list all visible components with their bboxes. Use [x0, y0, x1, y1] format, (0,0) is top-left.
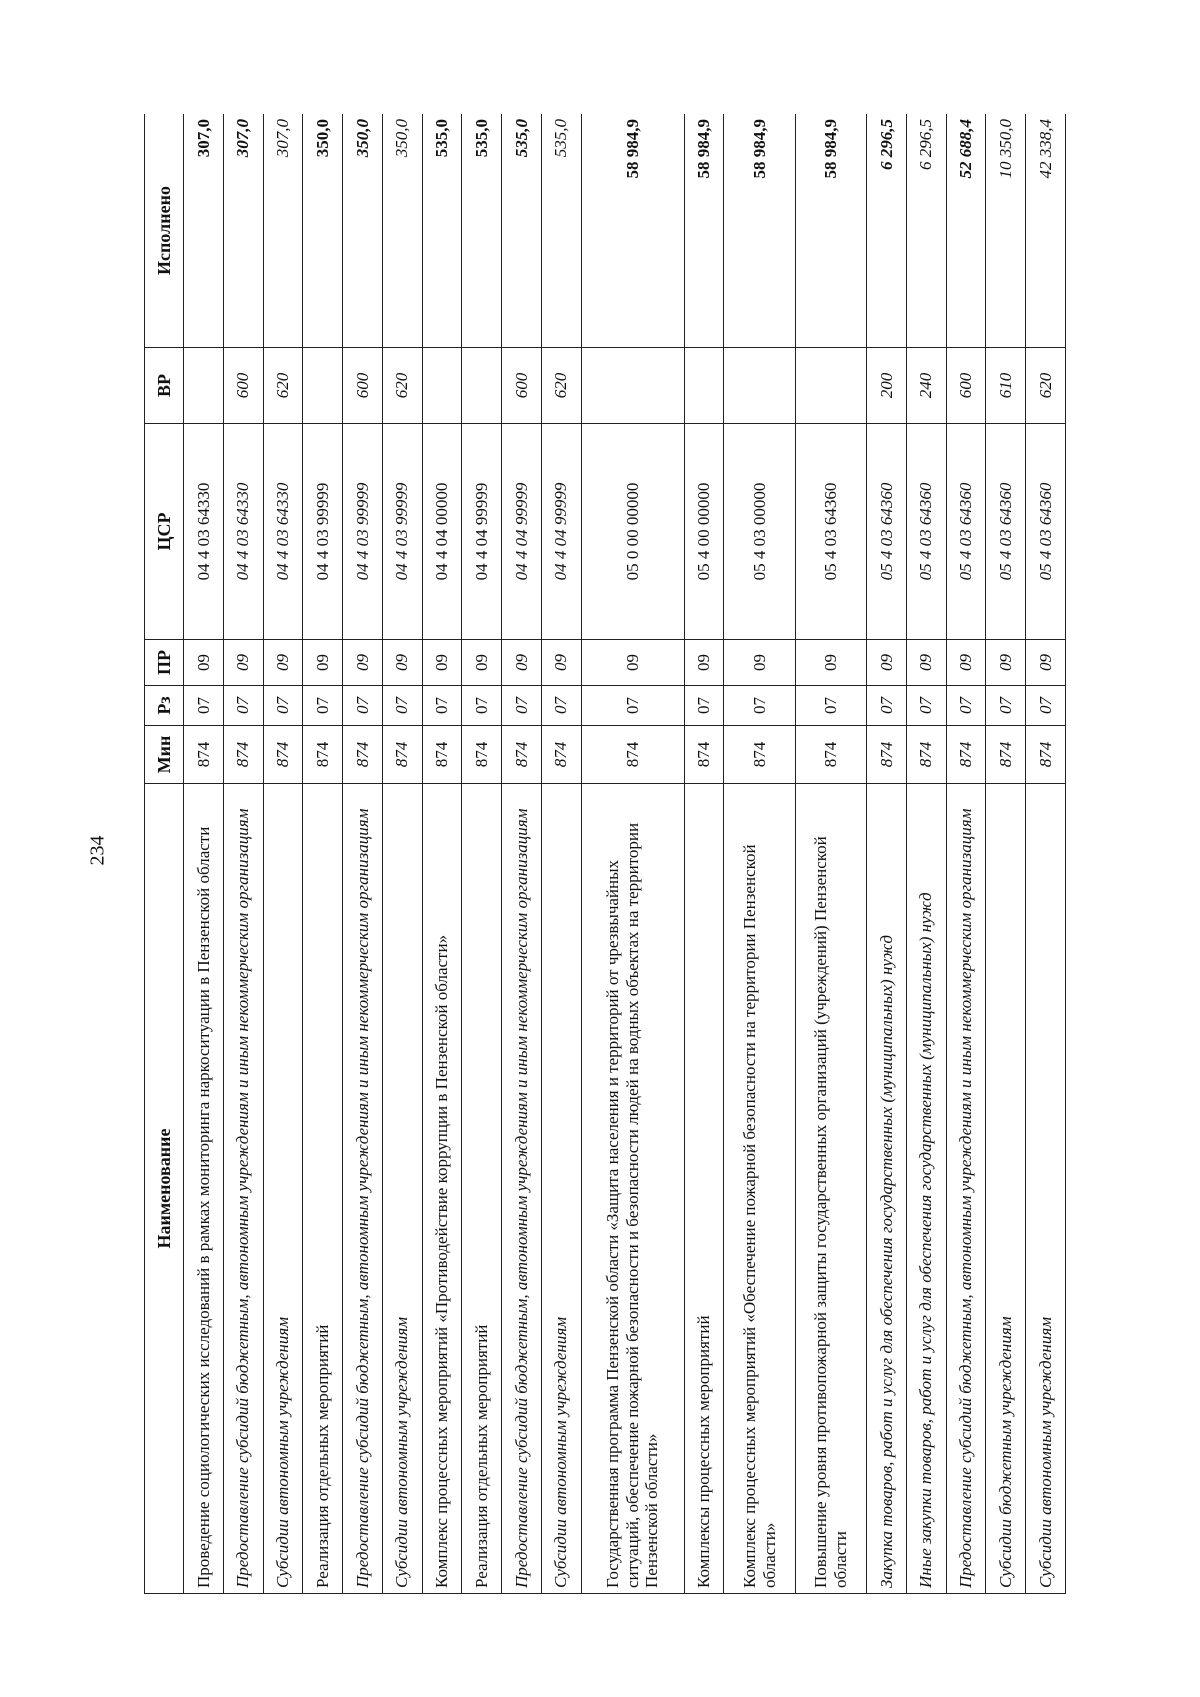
table-row: [462, 114, 502, 1594]
cell-min: 874: [986, 726, 1026, 784]
cell-csr: 04 4 03 99999: [382, 424, 422, 640]
header-pr: ПР: [145, 640, 184, 686]
table-area: [144, 114, 1066, 1594]
cell-name: Субсидии автономным учреждениям: [382, 784, 422, 1594]
cell-vr: [684, 348, 724, 424]
cell-min: 874: [422, 726, 462, 784]
cell-isp: 350,0: [382, 114, 422, 348]
cell-min: 874: [223, 726, 263, 784]
cell-name: Предоставление субсидий бюджетным, автономным учреждениям и иным некоммерческим организациям: [502, 784, 542, 1594]
cell-rz: 07: [581, 686, 684, 726]
cell-rz: 07: [867, 686, 907, 726]
cell-pr: 09: [184, 640, 224, 686]
cell-rz: 07: [223, 686, 263, 726]
cell-min: 874: [1026, 726, 1066, 784]
cell-name: Повышение уровня противопожарной защиты государственных организаций (учреждений) Пензенской области: [795, 784, 866, 1594]
cell-vr: [724, 348, 795, 424]
cell-name: Комплексы процессных мероприятий: [684, 784, 724, 1594]
header-rz: Рз: [145, 686, 184, 726]
table-row: [795, 114, 866, 1594]
cell-isp: 307,0: [223, 114, 263, 348]
table-row: [684, 114, 724, 1594]
cell-min: 874: [581, 726, 684, 784]
cell-isp: 350,0: [303, 114, 343, 348]
cell-csr: 04 4 04 99999: [502, 424, 542, 640]
cell-rz: 07: [684, 686, 724, 726]
cell-pr: 09: [986, 640, 1026, 686]
header-csr: ЦСР: [145, 424, 184, 640]
cell-rz: 07: [462, 686, 502, 726]
cell-pr: 09: [223, 640, 263, 686]
table-row: [541, 114, 581, 1594]
cell-name: Реализация отдельных мероприятий: [462, 784, 502, 1594]
cell-csr: 05 4 03 64360: [986, 424, 1026, 640]
cell-isp: 307,0: [263, 114, 303, 348]
cell-csr: 05 4 03 64360: [867, 424, 907, 640]
cell-min: 874: [462, 726, 502, 784]
cell-vr: [303, 348, 343, 424]
cell-min: 874: [263, 726, 303, 784]
cell-pr: 09: [343, 640, 383, 686]
table-row: [581, 114, 684, 1594]
cell-rz: 07: [422, 686, 462, 726]
cell-rz: 07: [946, 686, 986, 726]
cell-rz: 07: [343, 686, 383, 726]
cell-isp: 58 984,9: [684, 114, 724, 348]
cell-isp: 535,0: [541, 114, 581, 348]
cell-csr: 05 4 03 64360: [1026, 424, 1066, 640]
cell-vr: 610: [986, 348, 1026, 424]
table-row: [223, 114, 263, 1594]
cell-csr: 04 4 03 99999: [343, 424, 383, 640]
cell-min: 874: [541, 726, 581, 784]
cell-vr: 600: [946, 348, 986, 424]
table-row: [906, 114, 946, 1594]
cell-isp: 6 296,5: [906, 114, 946, 348]
table-row: [867, 114, 907, 1594]
cell-vr: 200: [867, 348, 907, 424]
cell-min: 874: [795, 726, 866, 784]
cell-pr: 09: [502, 640, 542, 686]
cell-pr: 09: [867, 640, 907, 686]
cell-csr: 04 4 04 00000: [422, 424, 462, 640]
cell-min: 874: [502, 726, 542, 784]
cell-rz: 07: [906, 686, 946, 726]
cell-min: 874: [382, 726, 422, 784]
page-number: 234: [86, 835, 109, 865]
cell-csr: 04 4 04 99999: [541, 424, 581, 640]
cell-rz: 07: [382, 686, 422, 726]
table-row: [986, 114, 1026, 1594]
cell-vr: 600: [223, 348, 263, 424]
header-name: Наименование: [145, 784, 184, 1594]
cell-name: Предоставление субсидий бюджетным, автономным учреждениям и иным некоммерческим организациям: [343, 784, 383, 1594]
cell-vr: 620: [541, 348, 581, 424]
cell-pr: 09: [684, 640, 724, 686]
table-row: [343, 114, 383, 1594]
cell-pr: 09: [581, 640, 684, 686]
cell-isp: 58 984,9: [581, 114, 684, 348]
cell-pr: 09: [422, 640, 462, 686]
cell-rz: 07: [1026, 686, 1066, 726]
cell-pr: 09: [795, 640, 866, 686]
cell-csr: 05 4 03 64360: [795, 424, 866, 640]
cell-csr: 04 4 03 64330: [184, 424, 224, 640]
cell-vr: [581, 348, 684, 424]
cell-pr: 09: [263, 640, 303, 686]
cell-name: Проведение социологических исследований в рамках мониторинга наркоситуации в Пензенской области: [184, 784, 224, 1594]
cell-pr: 09: [724, 640, 795, 686]
cell-min: 874: [343, 726, 383, 784]
cell-pr: 09: [462, 640, 502, 686]
cell-name: Закупка товаров, работ и услуг для обеспечения государственных (муниципальных) нужд: [867, 784, 907, 1594]
cell-pr: 09: [303, 640, 343, 686]
cell-csr: 05 0 00 00000: [581, 424, 684, 640]
cell-min: 874: [184, 726, 224, 784]
cell-rz: 07: [263, 686, 303, 726]
table-row: [502, 114, 542, 1594]
table-body: [184, 114, 1066, 1594]
cell-isp: 535,0: [462, 114, 502, 348]
rotated-table-container: [144, 114, 1066, 1594]
cell-csr: 05 4 03 64360: [906, 424, 946, 640]
cell-csr: 04 4 04 99999: [462, 424, 502, 640]
cell-rz: 07: [541, 686, 581, 726]
cell-rz: 07: [795, 686, 866, 726]
cell-vr: [422, 348, 462, 424]
cell-vr: 600: [502, 348, 542, 424]
cell-rz: 07: [303, 686, 343, 726]
cell-name: Реализация отдельных мероприятий: [303, 784, 343, 1594]
cell-pr: 09: [1026, 640, 1066, 686]
table-row: [263, 114, 303, 1594]
cell-vr: [184, 348, 224, 424]
cell-rz: 07: [184, 686, 224, 726]
header-isp: Исполнено: [145, 114, 184, 348]
header-min: Мин: [145, 726, 184, 784]
cell-csr: 04 4 03 99999: [303, 424, 343, 640]
cell-min: 874: [946, 726, 986, 784]
cell-min: 874: [906, 726, 946, 784]
cell-rz: 07: [502, 686, 542, 726]
cell-name: Комплекс процессных мероприятий «Противодействие коррупции в Пензенской области»: [422, 784, 462, 1594]
table-header-row: [145, 114, 184, 1594]
cell-csr: 05 4 03 00000: [724, 424, 795, 640]
cell-vr: [462, 348, 502, 424]
cell-isp: 52 688,4: [946, 114, 986, 348]
budget-table: [144, 114, 1066, 1594]
cell-name: Комплекс процессных мероприятий «Обеспечение пожарной безопасности на территории Пензенской области»: [724, 784, 795, 1594]
cell-rz: 07: [986, 686, 1026, 726]
cell-vr: 620: [1026, 348, 1066, 424]
table-row: [724, 114, 795, 1594]
cell-vr: [795, 348, 866, 424]
cell-pr: 09: [946, 640, 986, 686]
cell-vr: 620: [263, 348, 303, 424]
cell-isp: 58 984,9: [795, 114, 866, 348]
cell-csr: 04 4 03 64330: [263, 424, 303, 640]
cell-vr: 240: [906, 348, 946, 424]
cell-name: Государственная программа Пензенской области «Защита населения и территорий от чрезвычайных ситуаций, обеспечение пожарной безопасности и безопасности людей на водных объектах на территории Пензенской области»: [581, 784, 684, 1594]
cell-name: Субсидии автономным учреждениям: [1026, 784, 1066, 1594]
cell-name: Субсидии автономным учреждениям: [541, 784, 581, 1594]
cell-isp: 42 338,4: [1026, 114, 1066, 348]
table-row: [382, 114, 422, 1594]
cell-isp: 58 984,9: [724, 114, 795, 348]
cell-min: 874: [724, 726, 795, 784]
cell-min: 874: [303, 726, 343, 784]
table-row: [946, 114, 986, 1594]
cell-isp: 6 296,5: [867, 114, 907, 348]
cell-rz: 07: [724, 686, 795, 726]
cell-vr: 620: [382, 348, 422, 424]
table-row: [184, 114, 224, 1594]
cell-pr: 09: [541, 640, 581, 686]
table-row: [1026, 114, 1066, 1594]
cell-isp: 535,0: [502, 114, 542, 348]
table-row: [422, 114, 462, 1594]
cell-vr: 600: [343, 348, 383, 424]
cell-csr: 05 4 03 64360: [946, 424, 986, 640]
cell-name: Предоставление субсидий бюджетным, автономным учреждениям и иным некоммерческим организациям: [223, 784, 263, 1594]
cell-pr: 09: [906, 640, 946, 686]
cell-pr: 09: [382, 640, 422, 686]
cell-isp: 307,0: [184, 114, 224, 348]
cell-isp: 535,0: [422, 114, 462, 348]
cell-csr: 05 4 00 00000: [684, 424, 724, 640]
cell-isp: 350,0: [343, 114, 383, 348]
cell-isp: 10 350,0: [986, 114, 1026, 348]
cell-name: Иные закупки товаров, работ и услуг для обеспечения государственных (муниципальных) нужд: [906, 784, 946, 1594]
cell-name: Субсидии бюджетным учреждениям: [986, 784, 1026, 1594]
cell-min: 874: [867, 726, 907, 784]
cell-name: Предоставление субсидий бюджетным, автономным учреждениям и иным некоммерческим организациям: [946, 784, 986, 1594]
cell-min: 874: [684, 726, 724, 784]
cell-csr: 04 4 03 64330: [223, 424, 263, 640]
table-row: [303, 114, 343, 1594]
header-vr: ВР: [145, 348, 184, 424]
cell-name: Субсидии автономным учреждениям: [263, 784, 303, 1594]
